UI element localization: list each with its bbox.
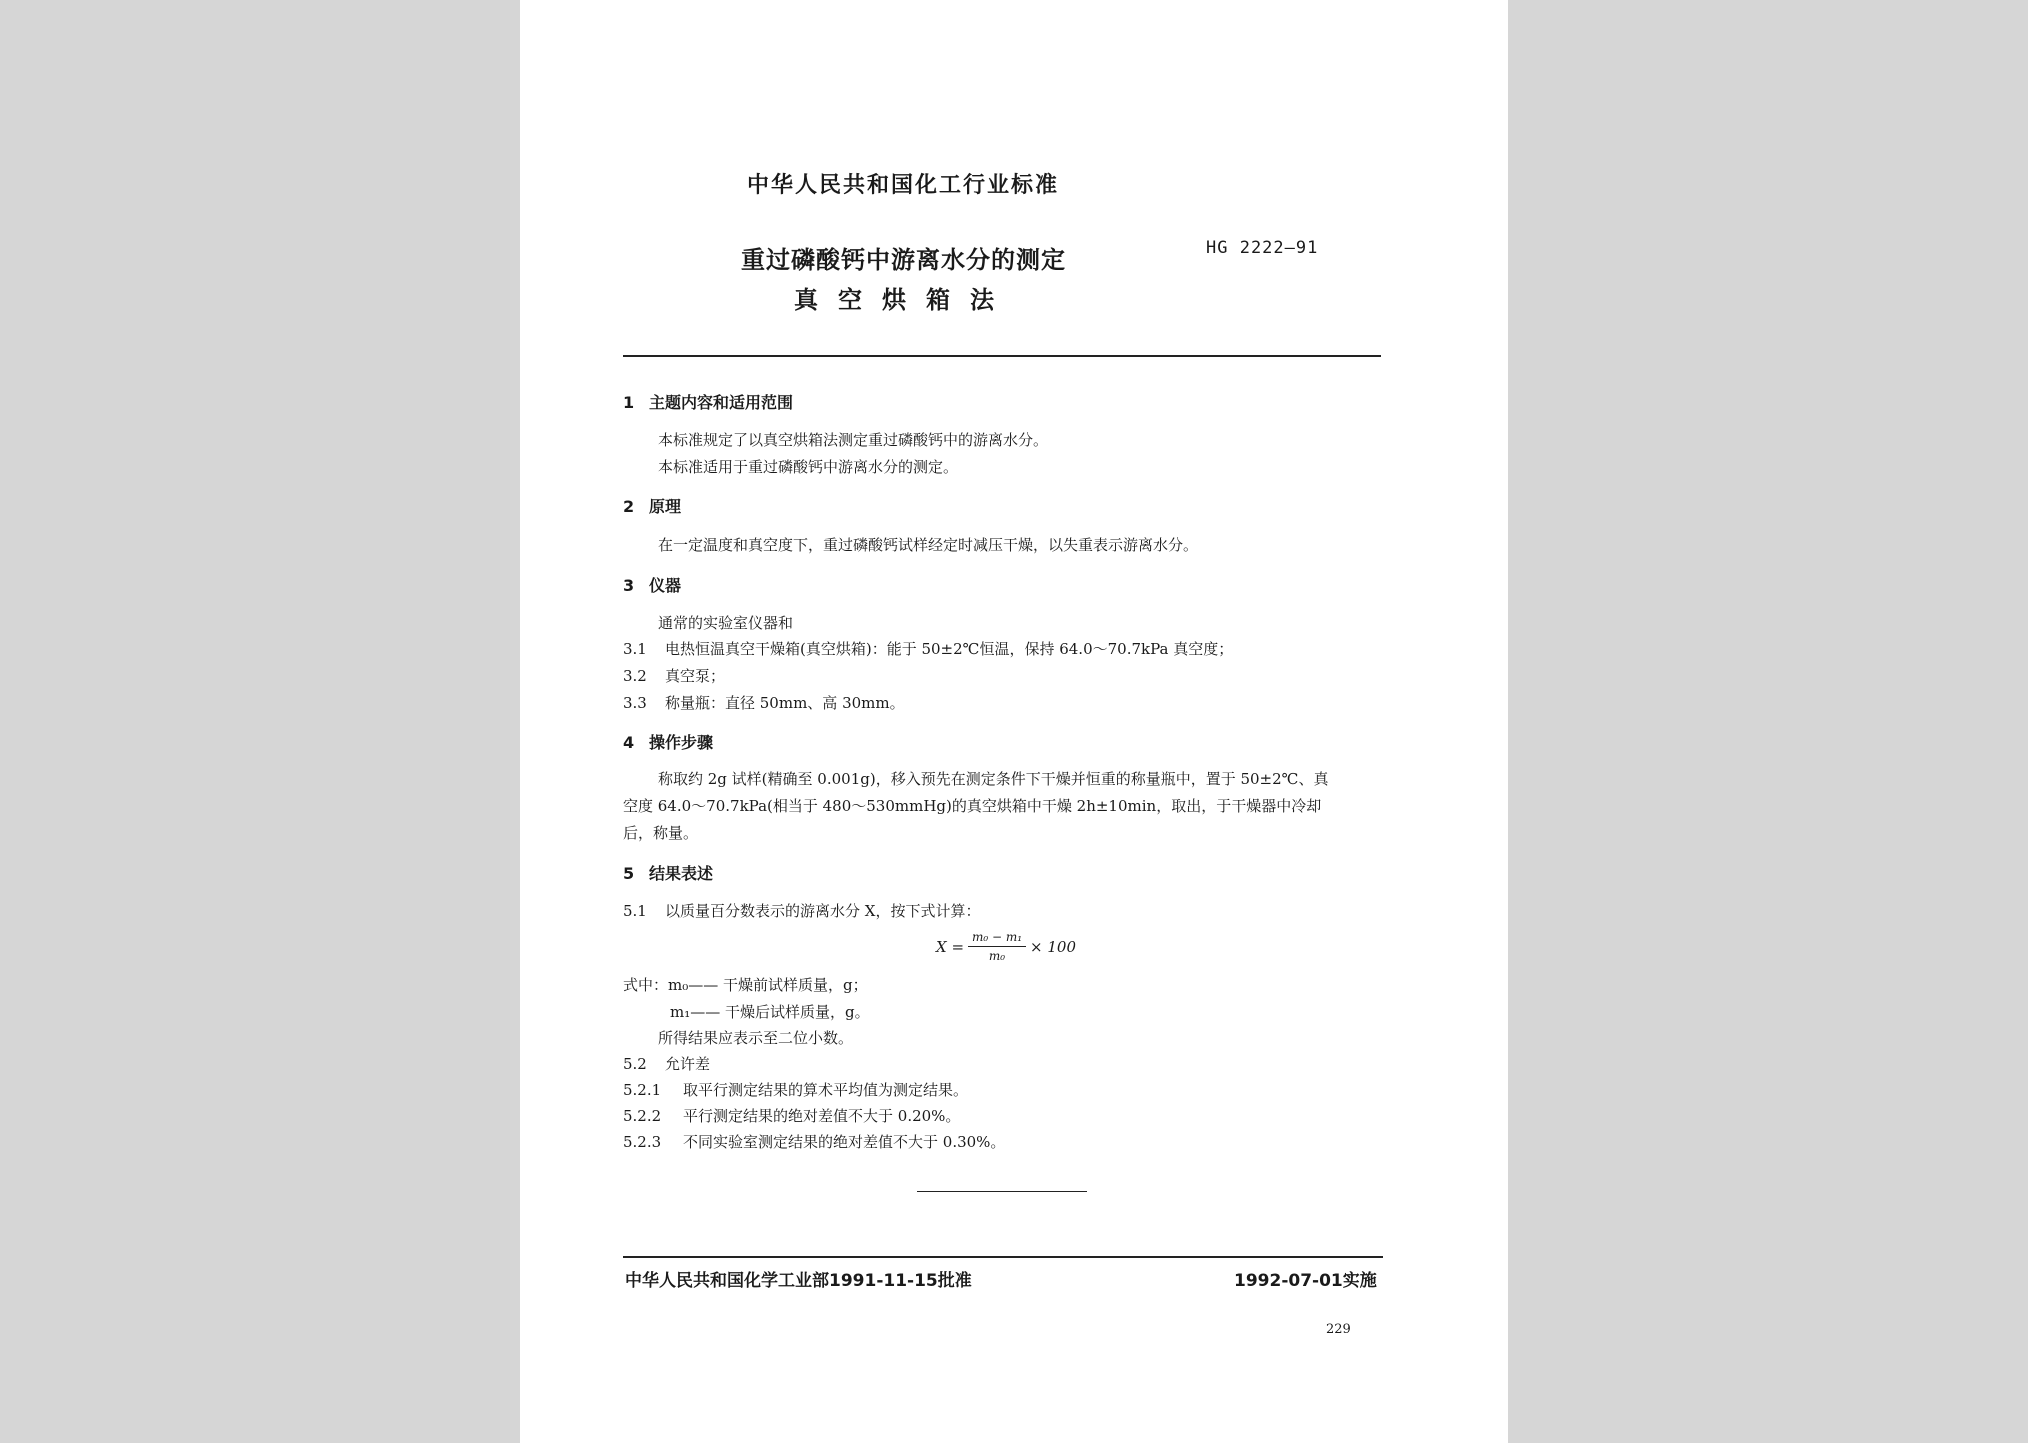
fraction-bar: [968, 946, 1026, 947]
section-2-heading: 2 原理: [623, 497, 682, 516]
list-item: 3.3 称量瓶：直径 50mm、高 30mm。: [623, 694, 905, 712]
list-item: 3.1 电热恒温真空干燥箱(真空烘箱)：能于 50±2℃恒温，保持 64.0～70.7kPa 真空度；: [623, 640, 1234, 658]
decimal-note: 所得结果应表示至二位小数。: [658, 1029, 854, 1047]
section-4-heading: 4 操作步骤: [623, 733, 714, 752]
header-divider: [623, 355, 1381, 357]
formula-numerator: m₀ − m₁: [971, 930, 1023, 944]
formula-fraction: [968, 930, 1026, 963]
end-divider: [917, 1191, 1087, 1192]
formula-where-2: m₁—— 干燥后试样质量，g。: [670, 1003, 870, 1021]
section-4-line-2: 空度 64.0～70.7kPa(相当于 480～530mmHg)的真空烘箱中干燥 2h±10min，取出，于干燥器中冷却: [623, 797, 1322, 815]
list-item: 5.2.3 不同实验室测定结果的绝对差值不大于 0.30%。: [623, 1133, 1006, 1151]
section-3-heading: 3 仪器: [623, 576, 682, 595]
page-number: 229: [1326, 1322, 1351, 1337]
moisture-formula: [936, 930, 1076, 963]
section-3-intro: 通常的实验室仪器和: [658, 614, 794, 632]
list-item: 5.2.1 取平行测定结果的算术平均值为测定结果。: [623, 1081, 969, 1099]
section-4-line-1: 称取约 2g 试样(精确至 0.001g)，移入预先在测定条件下干燥并恒重的称量瓶中，置于 50±2℃、真: [658, 770, 1329, 788]
formula-where-1: 式中：m₀—— 干燥前试样质量，g；: [623, 976, 868, 994]
organization-title: 中华人民共和国化工行业标准: [747, 173, 1060, 198]
section-1-heading: 1 主题内容和适用范围: [623, 393, 794, 412]
standard-code: HG 2222—91: [1206, 238, 1319, 258]
list-item: 5.1 以质量百分数表示的游离水分 X，按下式计算：: [623, 902, 981, 920]
effective-date: 1992-07-01实施: [1234, 1271, 1377, 1291]
section-5-heading: 5 结果表述: [623, 864, 714, 883]
section-1-paragraph-2: 本标准适用于重过磷酸钙中游离水分的测定。: [658, 458, 959, 476]
section-2-paragraph: 在一定温度和真空度下，重过磷酸钙试样经定时减压干燥，以失重表示游离水分。: [658, 536, 1199, 554]
footer-divider: [623, 1256, 1383, 1258]
formula-rhs: × 100: [1030, 937, 1076, 956]
document-page: [520, 0, 1508, 1443]
list-item: 3.2 真空泵；: [623, 667, 726, 685]
document-subtitle: 真空烘箱法: [794, 286, 1014, 314]
list-item: 5.2 允许差: [623, 1055, 711, 1073]
formula-denominator: m₀: [988, 949, 1006, 963]
document-title: 重过磷酸钙中游离水分的测定: [741, 246, 1066, 274]
approval-line: 中华人民共和国化学工业部1991-11-15批准: [625, 1271, 972, 1291]
section-4-line-3: 后，称量。: [623, 824, 699, 842]
section-1-paragraph-1: 本标准规定了以真空烘箱法测定重过磷酸钙中的游离水分。: [658, 431, 1049, 449]
list-item: 5.2.2 平行测定结果的绝对差值不大于 0.20%。: [623, 1107, 961, 1125]
formula-lhs: X =: [936, 937, 965, 956]
